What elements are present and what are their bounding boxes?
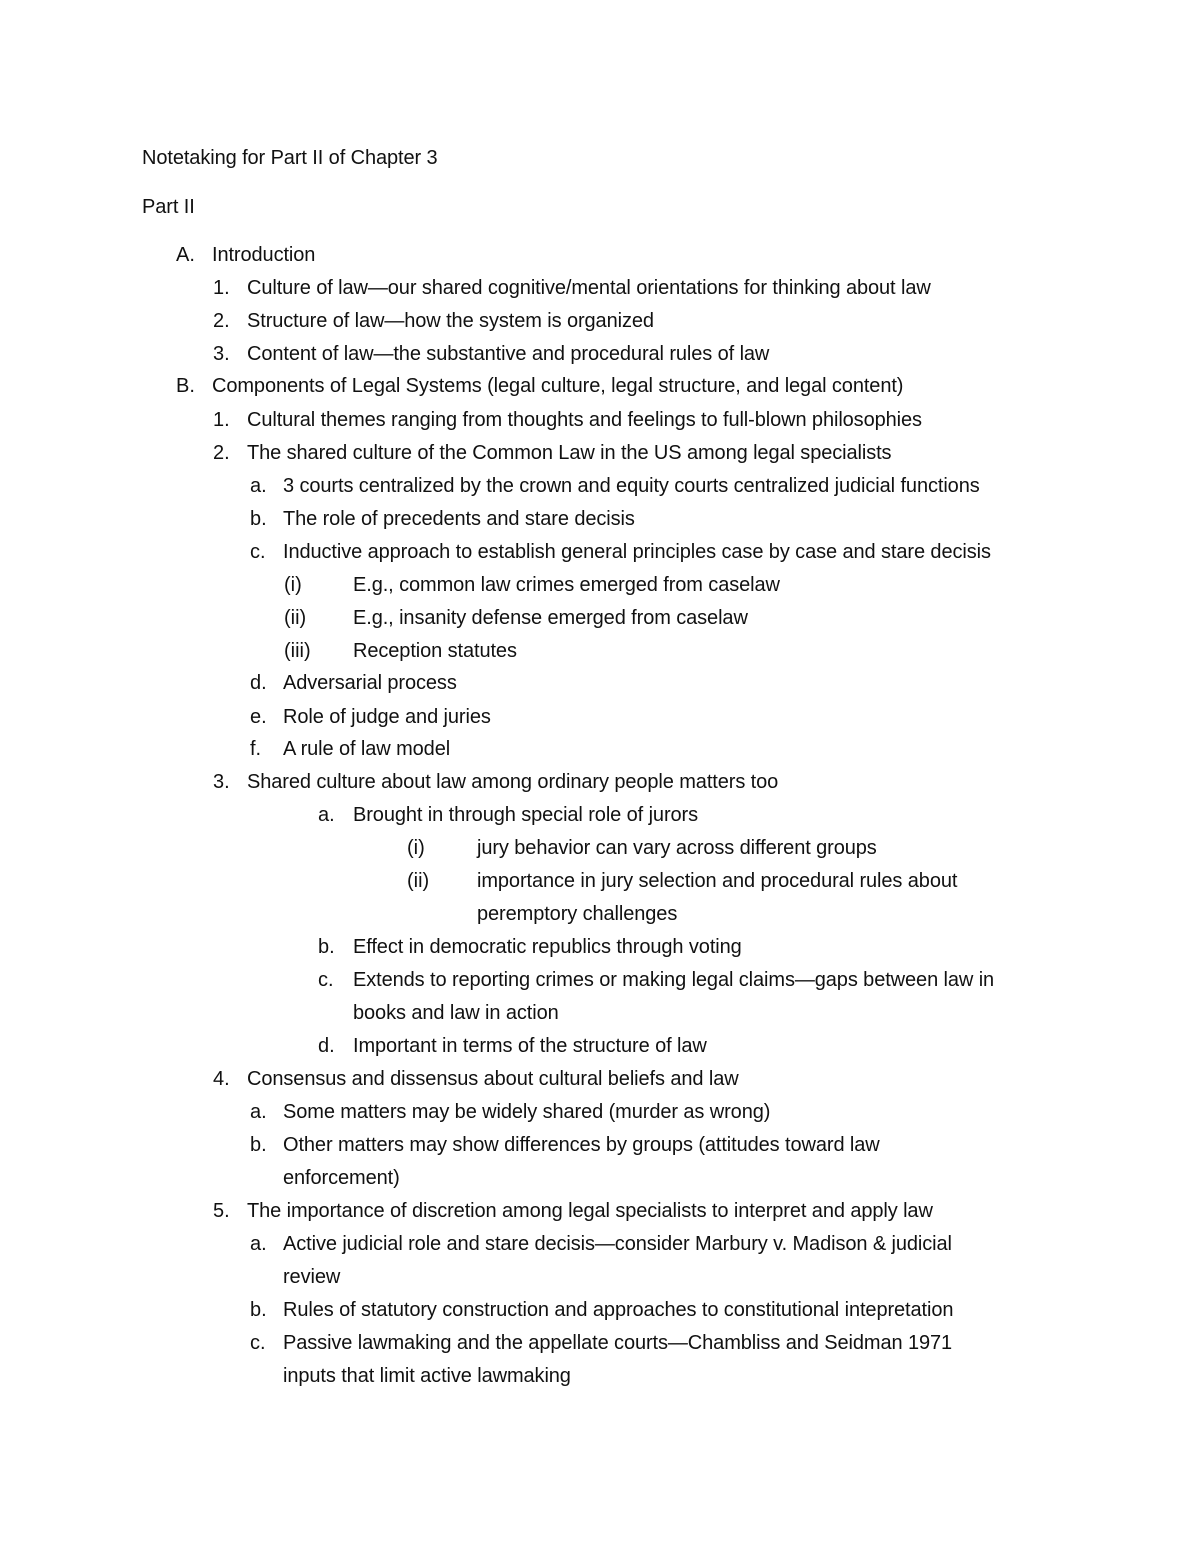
outline-item-B2c-iii: Reception statutes xyxy=(353,640,517,662)
outline-item-B3a-i: jury behavior can vary across different groups xyxy=(477,837,877,859)
outline-item-B3: Shared culture about law among ordinary people matters too xyxy=(247,771,779,793)
outline-item-B2: The shared culture of the Common Law in the US among legal specialists xyxy=(247,442,892,464)
outline-marker-B2c-ii: (ii) xyxy=(284,607,307,629)
outline-item-B2f: A rule of law model xyxy=(283,738,451,760)
outline-marker-A2: 2. xyxy=(213,310,230,332)
outline-item-B4b-line1: Other matters may show differences by groups (attitudes toward law xyxy=(283,1134,880,1156)
outline-item-A3: Content of law—the substantive and procedural rules of law xyxy=(247,343,770,365)
outline-item-B2a: 3 courts centralized by the crown and equity courts centralized judicial functions xyxy=(283,475,980,497)
outline-item-A: Introduction xyxy=(212,244,316,266)
outline-marker-B3a-i: (i) xyxy=(407,837,425,859)
outline-marker-B2a: a. xyxy=(250,475,267,497)
outline-marker-B3: 3. xyxy=(213,771,230,793)
outline-marker-B2d: d. xyxy=(250,672,267,694)
outline-item-B5b: Rules of statutory construction and approaches to constitutional intepretation xyxy=(283,1299,954,1321)
outline-item-B2c-i: E.g., common law crimes emerged from caselaw xyxy=(353,574,780,596)
outline-item-B3d: Important in terms of the structure of law xyxy=(353,1035,707,1057)
part-heading: Part II xyxy=(142,196,195,218)
outline-marker-B4a: a. xyxy=(250,1101,267,1123)
outline-marker-A: A. xyxy=(176,244,195,266)
outline-item-B2c-ii: E.g., insanity defense emerged from caselaw xyxy=(353,607,748,629)
outline-item-B1: Cultural themes ranging from thoughts and feelings to full-blown philosophies xyxy=(247,409,922,431)
outline-marker-B2c: c. xyxy=(250,541,266,563)
outline-marker-B2b: b. xyxy=(250,508,267,530)
outline-item-B2c: Inductive approach to establish general principles case by case and stare decisis xyxy=(283,541,991,563)
outline-marker-A3: 3. xyxy=(213,343,230,365)
outline-item-B5a-line1: Active judicial role and stare decisis—consider Marbury v. Madison & judicial xyxy=(283,1233,952,1255)
outline-item-B4b-line2: enforcement) xyxy=(283,1167,400,1189)
outline-marker-B5b: b. xyxy=(250,1299,267,1321)
outline-marker-B5a: a. xyxy=(250,1233,267,1255)
outline-marker-B2: 2. xyxy=(213,442,230,464)
outline-item-B5c-line1: Passive lawmaking and the appellate courts—Chambliss and Seidman 1971 xyxy=(283,1332,953,1354)
outline-item-B3a-ii-line2: peremptory challenges xyxy=(477,903,678,925)
outline-item-B2b: The role of precedents and stare decisis xyxy=(283,508,635,530)
outline-item-B3a-ii-line1: importance in jury selection and procedural rules about xyxy=(477,870,958,892)
outline-marker-B3a-ii: (ii) xyxy=(407,870,430,892)
outline-marker-B2e: e. xyxy=(250,706,267,728)
outline-marker-B5: 5. xyxy=(213,1200,230,1222)
outline-marker-B3c: c. xyxy=(318,969,334,991)
outline-item-B4: Consensus and dissensus about cultural beliefs and law xyxy=(247,1068,739,1090)
outline-marker-A1: 1. xyxy=(213,277,230,299)
outline-item-B3a: Brought in through special role of jurors xyxy=(353,804,698,826)
outline-item-B5c-line2: inputs that limit active lawmaking xyxy=(283,1365,571,1387)
outline-item-B5a-line2: review xyxy=(283,1266,341,1288)
outline-marker-B3d: d. xyxy=(318,1035,335,1057)
outline-marker-B5c: c. xyxy=(250,1332,266,1354)
outline-item-A1: Culture of law—our shared cognitive/mental orientations for thinking about law xyxy=(247,277,931,299)
outline-marker-B3a: a. xyxy=(318,804,335,826)
outline-marker-B4b: b. xyxy=(250,1134,267,1156)
outline-marker-B3b: b. xyxy=(318,936,335,958)
outline-marker-B4: 4. xyxy=(213,1068,230,1090)
outline-item-B3b: Effect in democratic republics through voting xyxy=(353,936,742,958)
outline-marker-B1: 1. xyxy=(213,409,230,431)
outline-item-B4a: Some matters may be widely shared (murder as wrong) xyxy=(283,1101,771,1123)
outline-marker-B: B. xyxy=(176,375,195,397)
outline-item-B3c-line1: Extends to reporting crimes or making legal claims—gaps between law in xyxy=(353,969,995,991)
document-title: Notetaking for Part II of Chapter 3 xyxy=(142,147,438,169)
outline-marker-B2c-i: (i) xyxy=(284,574,302,596)
outline-marker-B2c-iii: (iii) xyxy=(284,640,311,662)
outline-item-B: Components of Legal Systems (legal culture, legal structure, and legal content) xyxy=(212,375,904,397)
outline-item-B3c-line2: books and law in action xyxy=(353,1002,559,1024)
outline-item-A2: Structure of law—how the system is organized xyxy=(247,310,654,332)
outline-item-B2d: Adversarial process xyxy=(283,672,457,694)
outline-item-B2e: Role of judge and juries xyxy=(283,706,491,728)
outline-item-B5: The importance of discretion among legal specialists to interpret and apply law xyxy=(247,1200,933,1222)
outline-marker-B2f: f. xyxy=(250,738,262,760)
